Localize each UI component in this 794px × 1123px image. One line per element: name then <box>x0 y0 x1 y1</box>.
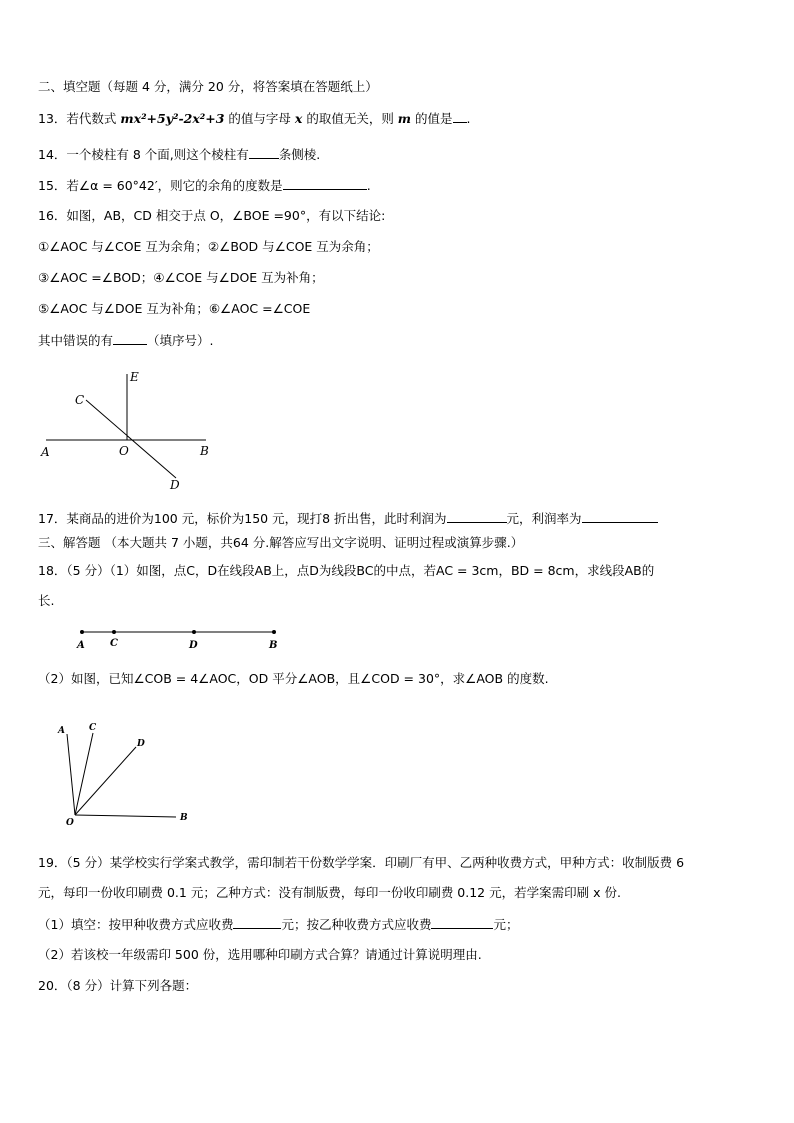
question-text: 的值是 <box>411 111 453 126</box>
answer-blank[interactable] <box>113 332 147 345</box>
math-variable: m <box>397 111 412 126</box>
question-text: 元；按乙种收费方式应收费 <box>281 917 432 932</box>
question-number: 17． <box>38 511 67 526</box>
ray-od <box>75 747 136 815</box>
section-heading-solutions: 三、解答题 （本大题共 7 小题，共64 分.解答应写出文字说明、证明过程或演算步骤.） <box>38 535 524 550</box>
question-19-part2: （2）若该校一年级需印 500 份，选用哪种印刷方式合算？请通过计算说明理由. <box>38 947 482 962</box>
question-text: 其中错误的有 <box>38 333 114 348</box>
answer-blank[interactable] <box>283 177 367 190</box>
question-17 <box>38 510 764 527</box>
label-b: B <box>180 813 188 823</box>
label-d: D <box>137 739 145 749</box>
question-score: （8 分） <box>66 978 110 993</box>
question-number: 15． <box>38 178 67 193</box>
question-number: 19． <box>38 855 67 870</box>
question-16-stem <box>38 208 764 224</box>
point-d <box>192 630 196 634</box>
label-a: A <box>41 445 50 459</box>
answer-blank[interactable] <box>447 510 507 523</box>
question-15 <box>38 177 764 194</box>
question-number: 13． <box>38 111 67 126</box>
question-text: 元； <box>493 917 519 932</box>
ray-ob <box>75 815 176 817</box>
question-text: （1）填空：按甲种收费方式应收费 <box>38 917 234 932</box>
question-18-part2: （2）如图，已知∠COB = 4∠AOC，OD 平分∠AOB，且∠COD = 30°，求∠AOB 的度数. <box>38 671 549 686</box>
question-text: 的取值无关，则 <box>302 111 398 126</box>
question-number: 20． <box>38 978 67 993</box>
question-16-ask <box>38 332 764 349</box>
point-a <box>80 630 84 634</box>
question-text: （1）如图，点C，D在线段AB上，点D为线段BC的中点，若AC = 3cm，BD = 8cm，求线段AB的 <box>109 563 655 578</box>
line-cd <box>86 400 176 478</box>
answer-blank[interactable] <box>233 916 281 929</box>
question-text: 某商品的进价为100 元，标价为150 元，现打8 折出售，此时利润为 <box>66 511 447 526</box>
figure-18-segment <box>70 624 290 654</box>
point-b <box>272 630 276 634</box>
question-18-part1-cont: 长. <box>38 593 55 608</box>
section-heading-fill-in: 二、填空题（每题 4 分，满分 20 分，将答案填在答题纸上） <box>38 79 378 94</box>
question-19-part1 <box>38 916 764 933</box>
label-e: E <box>130 370 139 384</box>
label-b: B <box>269 640 278 651</box>
question-16-statements-3: ⑤∠AOC 与∠DOE 互为补角；⑥∠AOC =∠COE <box>38 301 311 316</box>
ray-oc <box>75 733 93 815</box>
answer-blank[interactable] <box>453 110 467 123</box>
question-number: 16． <box>38 208 67 223</box>
question-score: （5 分） <box>66 855 110 870</box>
question-number: 14． <box>38 147 67 162</box>
question-20 <box>38 978 764 994</box>
label-d: D <box>189 640 198 651</box>
label-d: D <box>170 478 180 492</box>
question-text: 计算下列各题： <box>109 978 198 993</box>
question-text: 如图，AB，CD 相交于点 O，∠BOE =90°，有以下结论: <box>66 208 386 223</box>
question-text: 一个棱柱有 8 个面,则这个棱柱有 <box>66 147 249 162</box>
figure-16-intersecting-lines <box>30 362 230 497</box>
question-text: . <box>466 111 471 126</box>
question-19-line1 <box>38 855 764 871</box>
label-b: B <box>200 444 209 458</box>
question-text: 若代数式 <box>66 111 121 126</box>
question-16-statements-1: ①∠AOC 与∠COE 互为余角；②∠BOD 与∠COE 互为余角； <box>38 239 379 254</box>
answer-blank[interactable] <box>582 510 658 523</box>
question-19-line2: 元，每印一份收印刷费 0.1 元；乙种方式：没有制版费，每印一份收印刷费 0.12 元，若学案需印刷 x 份. <box>38 885 621 900</box>
label-c: C <box>75 393 85 407</box>
question-text: 元，利润率为 <box>506 511 582 526</box>
question-text: （填序号）. <box>147 333 214 348</box>
label-a: A <box>77 640 85 651</box>
math-variable: x <box>294 111 303 126</box>
question-16-statements-2: ③∠AOC =∠BOD；④∠COE 与∠DOE 互为补角； <box>38 270 324 285</box>
ray-oa <box>67 734 75 815</box>
question-text: 若∠α = 60°42′，则它的余角的度数是 <box>66 178 283 193</box>
label-o: O <box>119 444 129 458</box>
math-expression: mx²+5y²-2x²+3 <box>120 111 225 126</box>
question-14 <box>38 146 764 163</box>
answer-blank[interactable] <box>431 916 493 929</box>
label-c: C <box>110 638 118 649</box>
question-text: 某学校实行学案式教学，需印制若干份数学学案．印刷厂有甲、乙两种收费方式，甲种方式：收制版费 6 <box>109 855 685 870</box>
question-score: （5 分） <box>66 563 110 578</box>
label-o: O <box>66 818 74 828</box>
question-18-part1 <box>38 563 764 579</box>
question-text: 条侧棱. <box>278 147 321 162</box>
label-c: C <box>89 723 97 733</box>
question-text: . <box>366 178 371 193</box>
question-text: 的值与字母 <box>224 111 295 126</box>
figure-18-angles <box>50 716 210 831</box>
question-13 <box>38 110 764 127</box>
answer-blank[interactable] <box>249 146 279 159</box>
question-number: 18． <box>38 563 67 578</box>
label-a: A <box>58 726 65 736</box>
point-c <box>112 630 116 634</box>
